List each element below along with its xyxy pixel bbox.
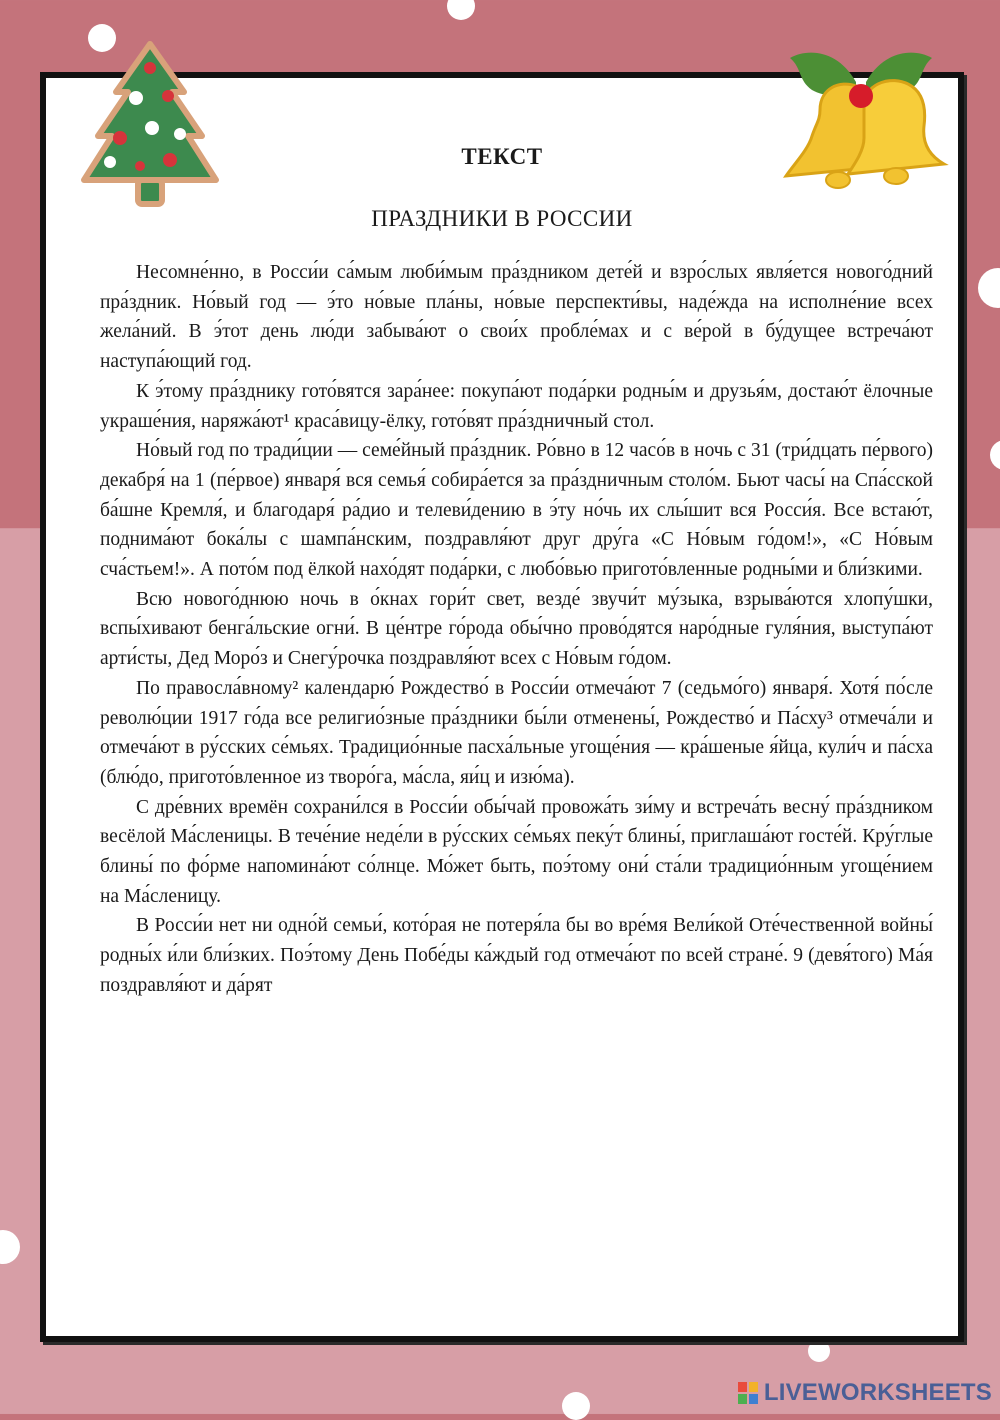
snow-dot [0, 1230, 20, 1264]
snow-dot [562, 1392, 590, 1420]
christmas-tree-icon [80, 38, 220, 210]
worksheet-page [40, 72, 964, 1342]
snow-dot [447, 0, 475, 20]
paragraph: Всю нового́днюю ночь в о́кнах гори́т свет, везде́ звучи́т му́зыка, взрыва́ются хлопу́шки, вспы́хивают бенга́льские огни́. В це́нтре го́рода обы́чно прово́дятся наро́дные гуля́ния, выступа́ют арти́сты, Дед Моро́з и Снегу́рочка поздравля́ют всех с Но́вым го́дом. [100, 588, 933, 670]
liveworksheets-logo-icon [738, 1382, 758, 1404]
snow-dot [808, 1340, 830, 1362]
snow-dot [990, 440, 1000, 470]
paragraph: К э́тому пра́зднику гото́вятся зара́нее: покупа́ют пода́рки родны́м и друзья́м, достаю́т ёлочные украше́ния, наряжа́ют¹ краса́вицу-ёлку, гото́вят пра́здничный стол. [100, 380, 933, 432]
paragraph: По правосла́вному² календарю́ Рождество́ в Росси́и отмеча́ют 7 (седьмо́го) января́. Хотя́ по́сле револю́ции 1917 го́да все религио́зные пра́здники бы́ли отменены́, Рождество́ и Па́сху³ отмеча́ли и отмеча́ют в ру́сских се́мьях. Традицио́нные пасха́льные угоще́ния — кра́шеные я́йца, кули́ч и па́сха (блю́до, пригото́вленное из творо́га, ма́сла, яи́ц и изю́ма). [100, 677, 933, 788]
paragraph: С дре́вних времён сохрани́лся в Росси́и обы́чай провожа́ть зи́му и встреча́ть весну́ пра́здником весёлой Ма́сленицы. В тече́ние неде́ли в ру́сских се́мьях пеку́т блины́, приглаша́ют госте́й. Кру́глые блины́ по фо́рме напомина́ют со́лнце. Мо́жет быть, поэ́тому они́ ста́ли традицио́нным угоще́нием на Ма́сленицу. [100, 796, 933, 907]
snow-dot [978, 268, 1000, 308]
paragraph: Но́вый год по тради́ции — семе́йный пра́здник. Ро́вно в 12 часо́в в ночь с 31 (три́дцать пе́рвого) декабря́ на 1 (пе́рвое) января́ вся семья́ собира́ется за пра́здничным столо́м. Бьют часы́ на Спа́сской ба́шне Кремля́, и благодаря́ ра́дио и телеви́дению в э́ту но́чь их слы́шит вся Росси́я. Все встаю́т, поднима́ют бока́лы с шампа́нским, поздравля́ют друг дру́га «С Но́вым го́дом!», «С Но́вым сча́стьем!». А пото́м под ёлкой нахо́дят пода́рки, с любо́вью пригото́вленные родны́ми и бли́зкими. [100, 440, 933, 581]
paragraph: В Росси́и нет ни одно́й семьи́, кото́рая не потеря́ла бы во вре́мя Вели́кой Оте́чественной войны́ родны́х и́ли бли́зких. Поэ́тому День Побе́ды ка́ждый год отмеча́ют по всей стране́. 9 (девя́того) Ма́я поздравля́ют и да́рят [100, 915, 933, 996]
article-body [100, 258, 933, 1001]
worksheet-heading: ТЕКСТ [461, 144, 543, 169]
worksheet-title: ПРАЗДНИКИ В РОССИИ [371, 206, 633, 231]
paragraph: Несомне́нно, в Росси́и са́мым люби́мым пра́здником дете́й и взро́слых явля́ется нового́дний пра́здник. Но́вый год — э́то но́вые пла́ны, но́вые перспекти́вы, наде́жда на исполне́ние всех жела́ний. В э́тот день лю́ди забыва́ют о свои́х пробле́мах и с ве́рой в бу́дущее встреча́ют наступа́ющий год. [100, 262, 933, 373]
liveworksheets-brand[interactable] [738, 1378, 992, 1408]
liveworksheets-name: LIVEWORKSHEETS [763, 1379, 992, 1406]
bells-icon [768, 40, 954, 210]
